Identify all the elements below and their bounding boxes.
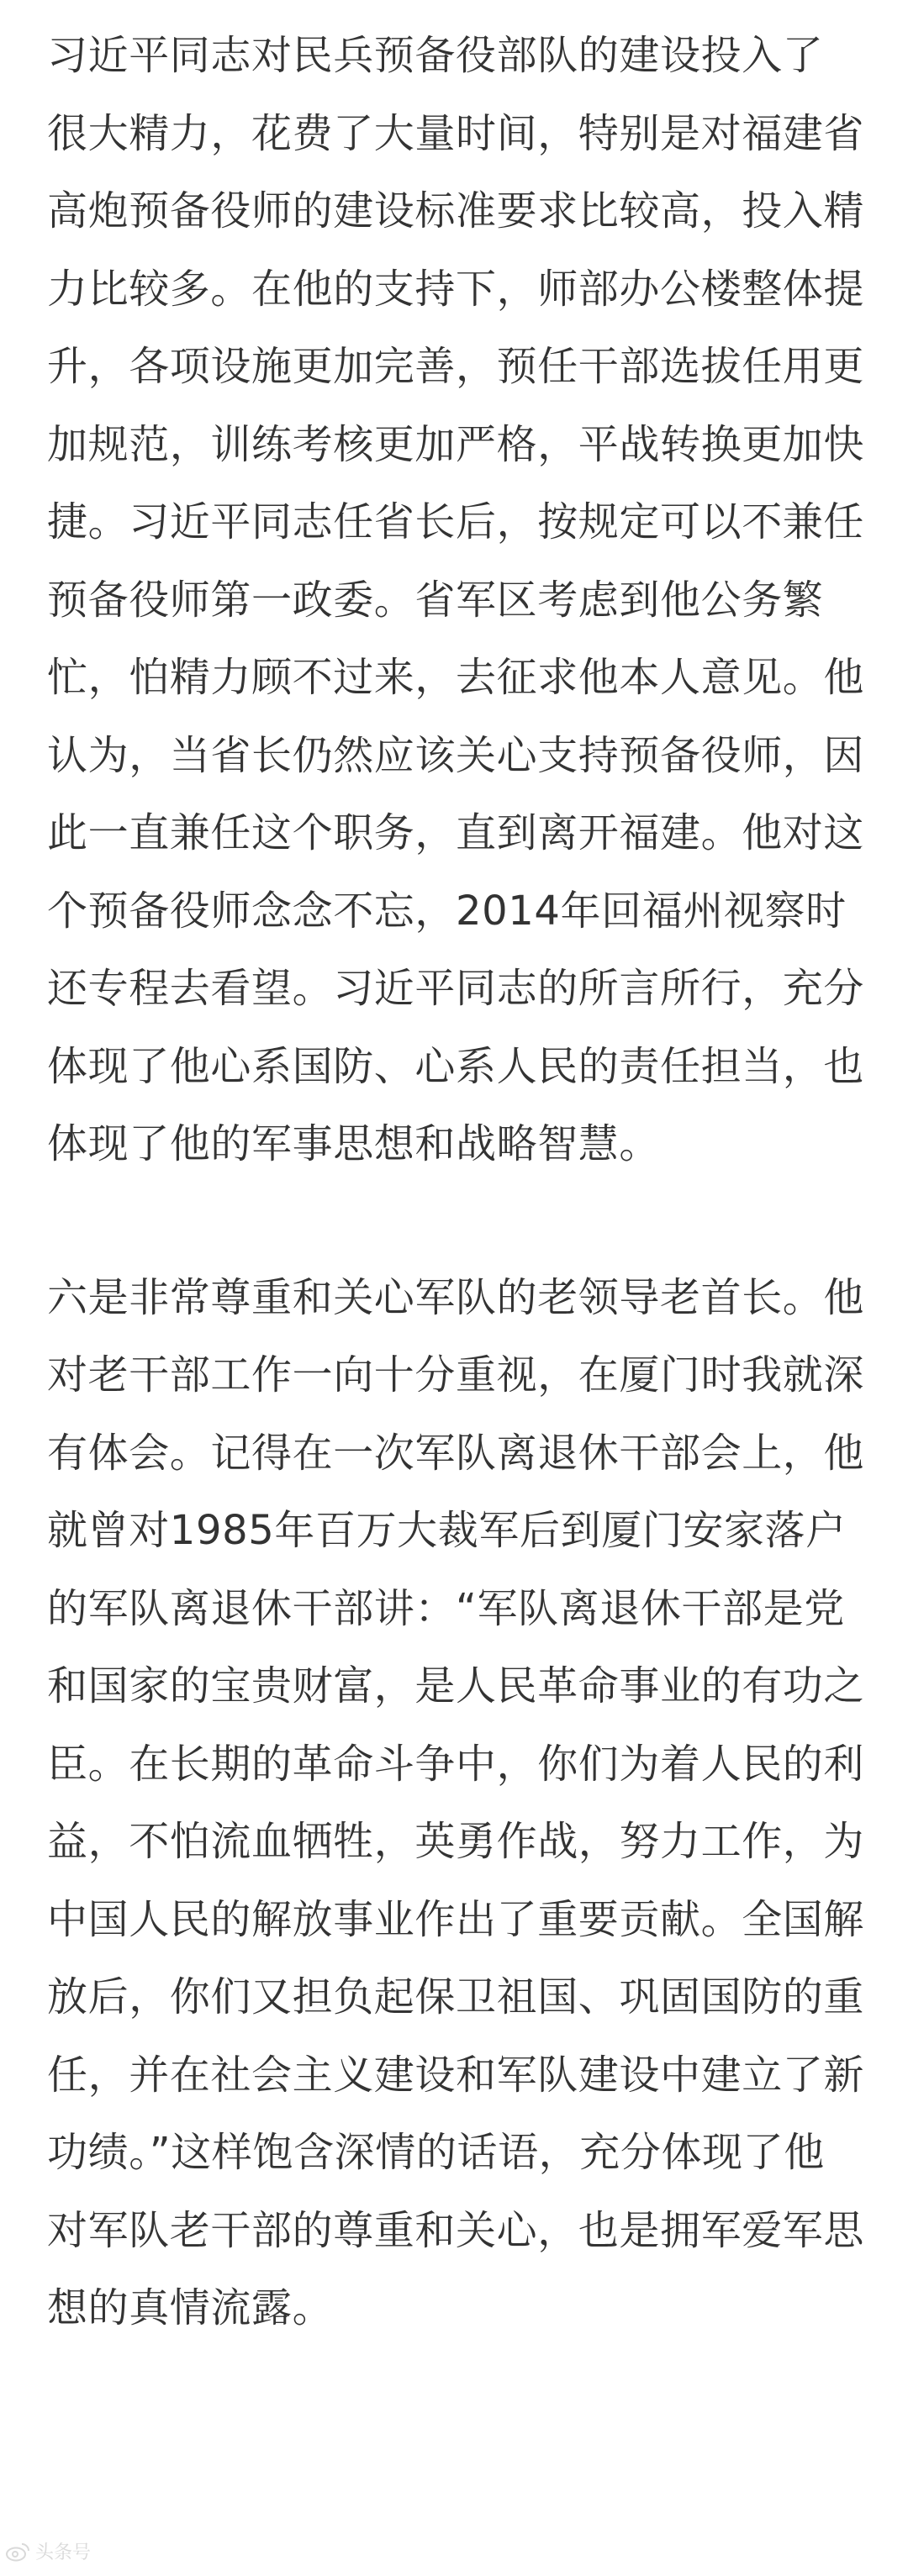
watermark-text: 头条号 (35, 2542, 92, 2563)
article-paragraph-2: 六是非常尊重和关心军队的老领导老首长。他 对老干部工作一向十分重视，在厦门时我就深 有体会。记得在一次军队离退休干部会上，他 就曾对1985年百万大裁军后到厦门安家落户 的军队离退休干部讲：“军队离退休干部是党 和国家的宝贵财富，是人民革命事业的有功之 臣。在长期的革命斗争中，你们为着人民的利 益，不怕流血牺牲，英勇作战，努力工作，为 中国人民的解放事业作出了重要贡献。全国解 放后，你们又担负起保卫祖国、巩固国防的重 任，并在社会主义建设和军队建设中建立了新 功绩。”这样饱含深情的话语，充分体现了他 对军队老干部的尊重和关心，也是拥军爱军思 想的真情流露。 (47, 1273, 865, 2331)
watermark (5, 2538, 91, 2564)
article-body (47, 17, 879, 2347)
article-paragraph-1: 习近平同志对民兵预备役部队的建设投入了 很大精力，花费了大量时间，特别是对福建省 高炮预备役师的建设标准要求比较高，投入精 力比较多。在他的支持下，师部办公楼整体提 升，各项设施更加完善，预任干部选拔任用更 加规范，训练考核更加严格，平战转换更加快 捷。习近平同志任省长后，按规定可以不兼任 预备役师第一政委。省军区考虑到他公务繁 忙，怕精力顾不过来，去征求他本人意见。他 认为，当省长仍然应该关心支持预备役师，因 此一直兼任这个职务，直到离开福建。他对这 个预备役师念念不忘，2014年回福州视察时 还专程去看望。习近平同志的所言所行，充分 体现了他心系国防、心系人民的责任担当，也 体现了他的军事思想和战略智慧。 (47, 32, 865, 1167)
weibo-logo-icon (5, 2542, 30, 2562)
